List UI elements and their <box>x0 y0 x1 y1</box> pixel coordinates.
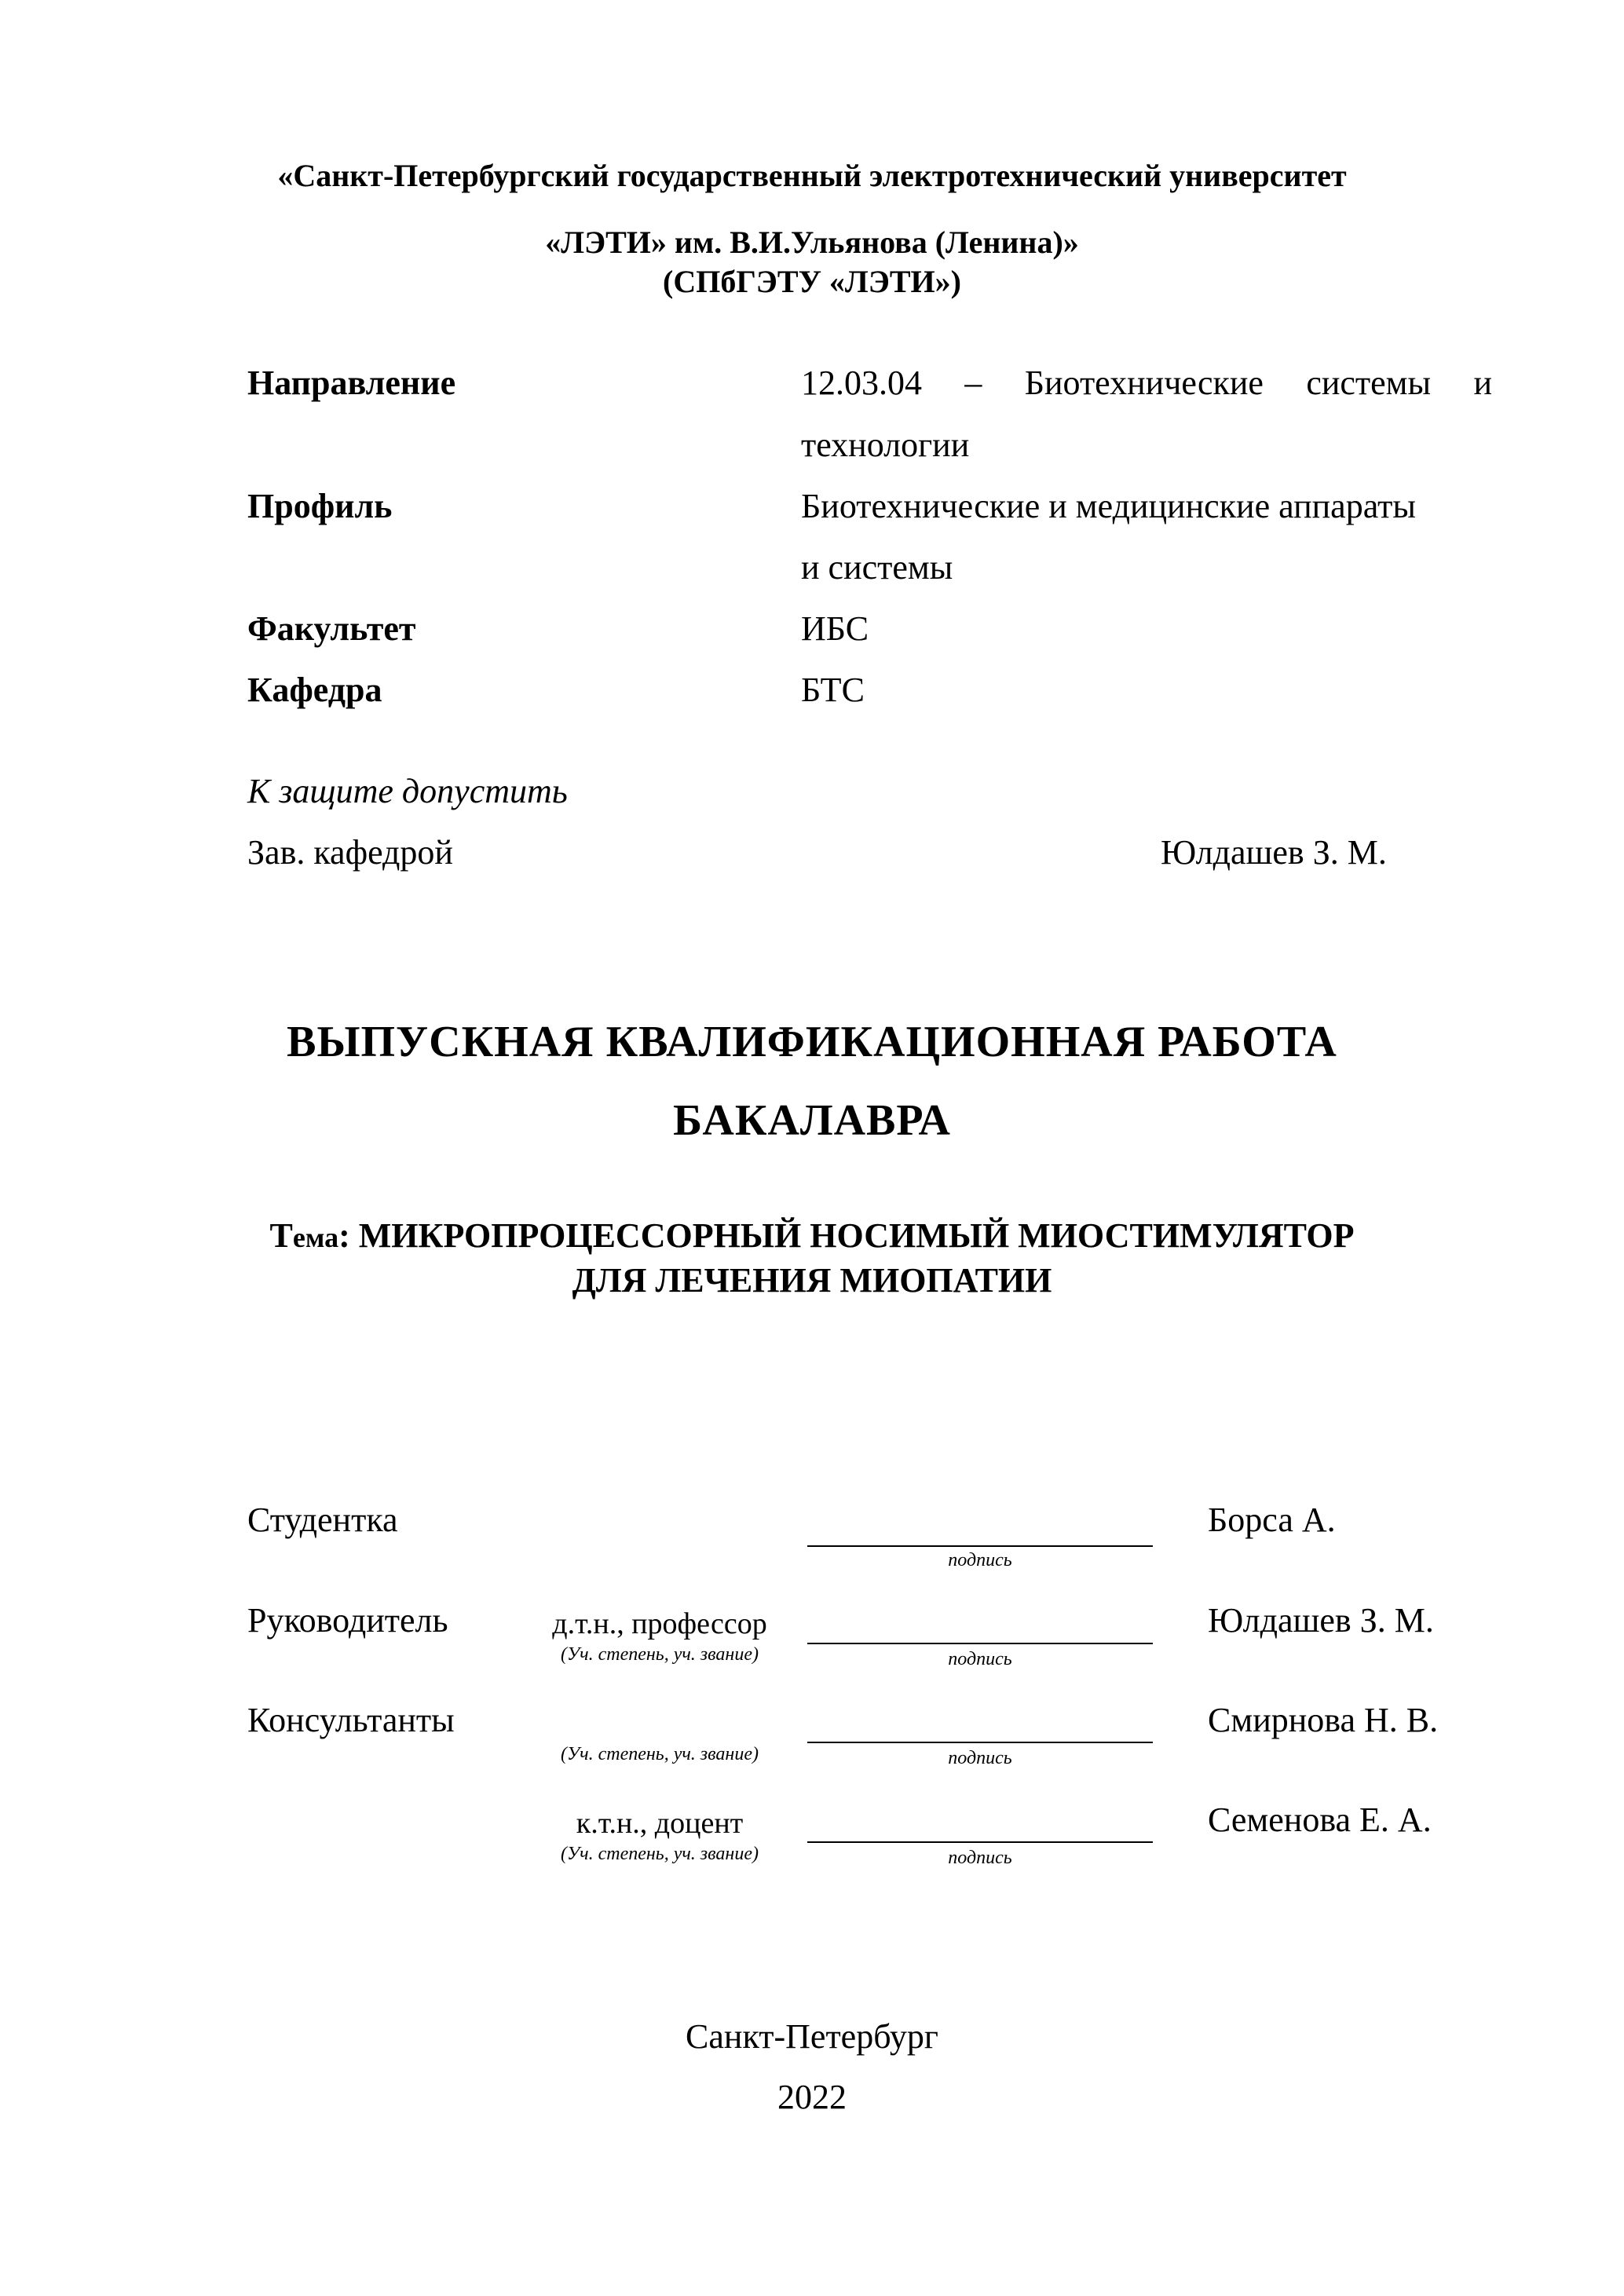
city: Санкт-Петербург <box>686 2017 938 2056</box>
consultant2-name: Семенова Е. А. <box>1208 1801 1432 1839</box>
profile-value-line1: Биотехнические и медицинские аппараты <box>801 487 1416 525</box>
consultant1-signature-caption: подпись <box>948 1748 1012 1768</box>
topic-prefix-cap: Т <box>269 1216 293 1255</box>
department-label: Кафедра <box>247 671 382 709</box>
supervisor-degree: д.т.н., профессор <box>552 1607 767 1640</box>
consultant2-degree-hint: (Уч. степень, уч. звание) <box>561 1844 759 1864</box>
supervisor-degree-hint: (Уч. степень, уч. звание) <box>561 1644 759 1665</box>
consultant2-degree: к.т.н., доцент <box>576 1807 744 1840</box>
work-title-line1: ВЫПУСКНАЯ КВАЛИФИКАЦИОННАЯ РАБОТА <box>287 1018 1337 1066</box>
direction-value-line2: технологии <box>801 426 970 464</box>
topic-line1 <box>0 1216 1624 1256</box>
direction-label: Направление <box>247 364 456 402</box>
faculty-label: Факультет <box>247 609 416 648</box>
year: 2022 <box>777 2078 847 2116</box>
profile-value-line2: и системы <box>801 548 953 587</box>
consultant1-signature-line <box>807 1742 1153 1743</box>
supervisor-signature-caption: подпись <box>948 1649 1012 1669</box>
work-title-line2: БАКАЛАВРА <box>673 1096 951 1145</box>
supervisor-name: Юлдашев З. М. <box>1208 1601 1434 1640</box>
topic-prefix-rest: ема <box>292 1222 339 1253</box>
faculty-value: ИБС <box>801 609 869 648</box>
university-name-line1: «Санкт-Петербургский государственный электротехнический университет <box>277 158 1347 193</box>
consultants-role: Консультанты <box>247 1701 455 1739</box>
supervisor-signature-line <box>807 1643 1153 1644</box>
head-of-department-name: Юлдашев З. М. <box>1161 833 1387 872</box>
supervisor-role: Руководитель <box>247 1601 448 1640</box>
consultant1-name: Смирнова Н. В. <box>1208 1701 1439 1739</box>
profile-label: Профиль <box>247 487 393 525</box>
university-abbrev: (СПбГЭТУ «ЛЭТИ») <box>663 264 961 299</box>
student-role: Студентка <box>247 1501 398 1539</box>
university-name-line2: «ЛЭТИ» им. В.И.Ульянова (Ленина)» <box>545 225 1079 260</box>
student-name: Борса А. <box>1208 1501 1336 1539</box>
topic-text-line1: МИКРОПРОЦЕССОРНЫЙ НОСИМЫЙ МИОСТИМУЛЯТОР <box>358 1216 1355 1255</box>
student-signature-caption: подпись <box>948 1550 1012 1570</box>
student-signature-line <box>807 1545 1153 1547</box>
topic-colon: : <box>338 1216 350 1255</box>
consultant1-degree-hint: (Уч. степень, уч. звание) <box>561 1744 759 1764</box>
head-of-department-label: Зав. кафедрой <box>247 833 453 872</box>
department-value: БТС <box>801 671 865 709</box>
consultant2-signature-line <box>807 1841 1153 1843</box>
consultant2-signature-caption: подпись <box>948 1848 1012 1868</box>
admission-note: К защите допустить <box>247 772 568 810</box>
topic-text-line2: ДЛЯ ЛЕЧЕНИЯ МИОПАТИИ <box>572 1261 1052 1300</box>
direction-value-line1: 12.03.04 – Биотехнические системы и <box>801 364 1492 402</box>
